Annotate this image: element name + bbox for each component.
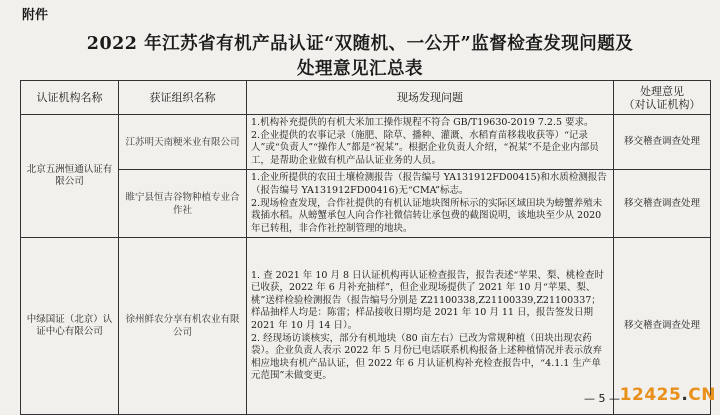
table-row [21, 238, 711, 415]
problems-cell [247, 170, 614, 238]
problem-item: 1. 查 2021 年 10 月 8 日认证机构再认证检查报告，报告表述“苹果、梨、桃检查时已收获，2022 年 6 月补充抽样”，但企业现场提供了 2021 年 10 月“苹果、梨、桃”送样检验检测报告（报告编号分别是 Z21100338,Z21100339,Z21100337；样品抽样人均是：陈雷；样品接收日期均是 2021 年 10 月 11 日，报告签发日期 2021 年 10 月 14 日）。 [251, 269, 604, 332]
attachment-label: 附件 [22, 8, 49, 23]
problem-item: 1.企业所提供的农田土壤检测报告（报告编号 YA131912FD00415)和水质检测报告（报告编号 YA131912FD00416)无“CMA”标志。 [251, 172, 607, 196]
org-cell: 徐州鲜农分享有机农业有限公司 [119, 238, 247, 415]
problem-item: 1.机构补充提供的有机大米加工操作规程不符合 GB/T19630-2019 7.2.5 要求。 [251, 117, 594, 128]
document-title-line2: 处理意见汇总表 [297, 59, 423, 79]
header-org: 获证组织名称 [119, 81, 247, 115]
site-watermark [620, 385, 716, 405]
table-row [21, 170, 711, 238]
problem-item: 2.企业提供的农事记录（施肥、除草、播种、灌溉、水稻育苗移栽收获等）“记录人”或“负责人”“操作人”都是“祝某”。根据企业负责人介绍，“祝某”不是企业内部员工，是帮助企业做有机产品认证业务的人员。 [251, 129, 599, 166]
header-handling-label: 处理意见 [640, 84, 684, 98]
problems-cell [247, 115, 614, 170]
problem-item: 2.现场检查发现，合作社提供的有机认证地块图所标示的实际区域田块为螃蟹养殖未栽插水稻。从螃蟹承包人向合作社微信转让承包费的截图说明，该地块至少从 2020 年已转租，非合作社控制管理的地块。 [251, 197, 603, 234]
table-row [21, 115, 711, 170]
header-handling-sub: （对认证机构） [623, 97, 701, 111]
org-cell: 睢宁县恒吉谷物种植专业合作社 [119, 170, 247, 238]
watermark-dot: . [681, 385, 689, 405]
summary-table [20, 80, 711, 415]
header-cert-body: 认证机构名称 [21, 81, 119, 115]
cert-body-cell: 中绿国证（北京）认证中心有限公司 [21, 238, 119, 415]
table-header-row [21, 81, 711, 115]
watermark-tld: CN [688, 385, 716, 405]
org-cell: 江苏明天南粳米业有限公司 [119, 115, 247, 170]
handling-cell: 移交稽查调查处理 [614, 170, 711, 238]
handling-cell: 移交稽查调查处理 [614, 238, 711, 415]
header-problems: 现场发现问题 [247, 81, 614, 115]
header-handling [614, 81, 711, 115]
problems-cell [247, 238, 614, 415]
cert-body-cell: 北京五洲恒通认证有限公司 [21, 115, 119, 238]
page-number: — 5 — [584, 392, 620, 405]
handling-cell: 移交稽查调查处理 [614, 115, 711, 170]
document-title-line1: 2022 年江苏省有机产品认证“双随机、一公开”监督检查发现问题及 [86, 34, 634, 54]
problem-item: 2. 经现场访谈核实，部分有机地块（80 亩左右）已改为常规种植（田块出现农药袋）。企业负责人表示 2022 年 5 月份已电话联系机构报备上述种植情况并表示放弃相应地块有机产品认证，但 2022 年 6 月认证机构补充检查报告中，“4.1.1 生产单元范围”未做变更。 [251, 332, 603, 382]
watermark-site: 12425 [619, 385, 682, 405]
